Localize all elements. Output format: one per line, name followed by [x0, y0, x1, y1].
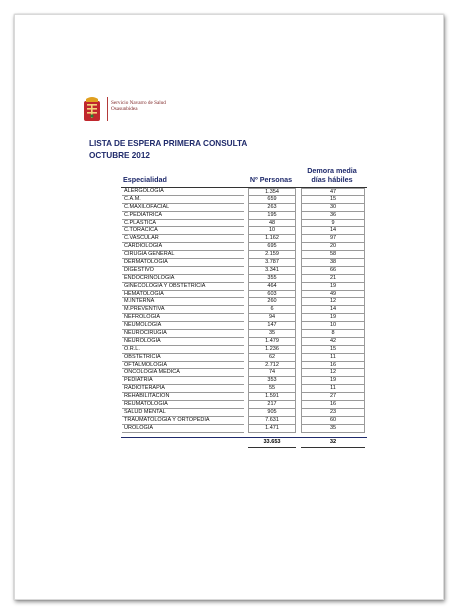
cell-personas: 217	[248, 401, 296, 409]
cell-especialidad: REUMATOLOGIA	[122, 401, 244, 409]
table-row	[121, 291, 367, 299]
cell-demora: 30	[301, 204, 365, 212]
column-header-especialidad: Especialidad	[123, 175, 167, 184]
table-row	[121, 377, 367, 385]
table-row	[121, 212, 367, 220]
navarra-shield-icon	[81, 95, 105, 125]
table-row	[121, 235, 367, 243]
column-header-personas: Nº Personas	[249, 175, 293, 184]
total-row	[121, 438, 367, 447]
cell-personas: 48	[248, 220, 296, 228]
table-row	[121, 393, 367, 401]
table-body	[121, 188, 367, 433]
logo-text	[111, 100, 166, 113]
cell-demora: 19	[301, 377, 365, 385]
document-page	[14, 14, 444, 600]
cell-personas: 1.591	[248, 393, 296, 401]
logo-line-1: Servicio Navarro de Salud	[111, 100, 166, 106]
table-row	[121, 385, 367, 393]
table-row	[121, 346, 367, 354]
cell-especialidad: CARDIOLOGIA	[122, 243, 244, 251]
cell-personas: 74	[248, 369, 296, 377]
cell-demora: 23	[301, 409, 365, 417]
cell-especialidad: OFTALMOLOGIA	[122, 362, 244, 370]
cell-personas: 2.712	[248, 362, 296, 370]
cell-especialidad: O.R.L.	[122, 346, 244, 354]
cell-especialidad: SALUD MENTAL	[122, 409, 244, 417]
cell-demora: 27	[301, 393, 365, 401]
cell-demora: 21	[301, 275, 365, 283]
logo	[81, 95, 181, 125]
cell-especialidad: C.TORACICA	[122, 227, 244, 235]
logo-divider	[107, 97, 108, 121]
cell-personas: 695	[248, 243, 296, 251]
cell-especialidad: C.A.M.	[122, 196, 244, 204]
document-title	[89, 138, 247, 161]
cell-personas: 35	[248, 330, 296, 338]
cell-especialidad: OBSTETRICIA	[122, 354, 244, 362]
cell-personas: 1.479	[248, 338, 296, 346]
cell-demora: 35	[301, 425, 365, 433]
cell-especialidad: M.INTERNA	[122, 298, 244, 306]
cell-especialidad: DERMATOLOGIA	[122, 259, 244, 267]
table-row	[121, 409, 367, 417]
cell-demora: 49	[301, 291, 365, 299]
table-row	[121, 275, 367, 283]
cell-demora: 15	[301, 346, 365, 354]
table-row	[121, 196, 367, 204]
cell-especialidad: C.PLASTICA	[122, 220, 244, 228]
table-row	[121, 306, 367, 314]
total-demora-underline	[301, 447, 365, 448]
cell-personas: 2.159	[248, 251, 296, 259]
cell-personas: 1.162	[248, 235, 296, 243]
cell-especialidad: C.MAXILOFACIAL	[122, 204, 244, 212]
cell-demora: 12	[301, 369, 365, 377]
cell-demora: 14	[301, 227, 365, 235]
cell-personas: 10	[248, 227, 296, 235]
cell-especialidad: C.VASCULAR	[122, 235, 244, 243]
cell-personas: 195	[248, 212, 296, 220]
cell-personas: 353	[248, 377, 296, 385]
cell-demora: 9	[301, 220, 365, 228]
total-personas: 33.653	[263, 439, 281, 446]
table-row	[121, 401, 367, 409]
cell-especialidad: NEUMOLOGIA	[122, 322, 244, 330]
cell-personas: 6	[248, 306, 296, 314]
cell-personas: 464	[248, 283, 296, 291]
table-row	[121, 354, 367, 362]
cell-especialidad: ALERGOLOGIA	[122, 188, 244, 196]
cell-especialidad: M.PREVENTIVA	[122, 306, 244, 314]
cell-demora: 60	[301, 417, 365, 425]
cell-demora: 58	[301, 251, 365, 259]
cell-demora: 47	[301, 188, 365, 196]
cell-especialidad: NEUROLOGIA	[122, 338, 244, 346]
table-row	[121, 298, 367, 306]
cell-personas: 260	[248, 298, 296, 306]
cell-demora: 14	[301, 306, 365, 314]
cell-demora: 8	[301, 330, 365, 338]
table-row	[121, 369, 367, 377]
cell-demora: 42	[301, 338, 365, 346]
table-row	[121, 322, 367, 330]
table-row	[121, 362, 367, 370]
cell-especialidad: CIRUGIA GENERAL	[122, 251, 244, 259]
cell-personas: 62	[248, 354, 296, 362]
cell-especialidad: DIGESTIVO	[122, 267, 244, 275]
cell-demora: 15	[301, 196, 365, 204]
logo-line-2: Osasunbidea	[111, 106, 138, 113]
table-row	[121, 204, 367, 212]
cell-demora: 12	[301, 298, 365, 306]
table-header	[121, 167, 367, 187]
cell-especialidad: TRAUMATOLOGIA Y ORTOPEDIA	[122, 417, 244, 425]
cell-especialidad: ONCOLOGIA MEDICA	[122, 369, 244, 377]
table-row	[121, 267, 367, 275]
column-header-demora-line-2: días hábiles	[311, 174, 353, 184]
cell-personas: 94	[248, 314, 296, 322]
cell-demora: 38	[301, 259, 365, 267]
cell-demora: 36	[301, 212, 365, 220]
cell-personas: 3.787	[248, 259, 296, 267]
table-row	[121, 338, 367, 346]
cell-demora: 97	[301, 235, 365, 243]
cell-personas: 55	[248, 385, 296, 393]
column-header-demora-line-1: Demora media	[307, 166, 357, 175]
table-row	[121, 243, 367, 251]
cell-personas: 1.471	[248, 425, 296, 433]
cell-personas: 603	[248, 291, 296, 299]
cell-especialidad: ENDOCRINOLOGIA	[122, 275, 244, 283]
cell-demora: 20	[301, 243, 365, 251]
table-row	[121, 283, 367, 291]
cell-demora: 66	[301, 267, 365, 275]
cell-demora: 11	[301, 354, 365, 362]
total-demora: 32	[329, 439, 337, 446]
cell-especialidad: NEFROLOGIA	[122, 314, 244, 322]
cell-especialidad: UROLOGIA	[122, 425, 244, 433]
cell-personas: 355	[248, 275, 296, 283]
table-row	[121, 425, 367, 433]
cell-personas: 7.631	[248, 417, 296, 425]
table-row	[121, 314, 367, 322]
cell-demora: 11	[301, 385, 365, 393]
table-row	[121, 188, 367, 196]
table-row	[121, 417, 367, 425]
cell-especialidad: C.PEDIATRICA	[122, 212, 244, 220]
table-row	[121, 227, 367, 235]
cell-demora: 16	[301, 362, 365, 370]
cell-personas: 3.341	[248, 267, 296, 275]
cell-personas: 147	[248, 322, 296, 330]
cell-personas: 905	[248, 409, 296, 417]
cell-personas: 263	[248, 204, 296, 212]
cell-demora: 10	[301, 322, 365, 330]
title-line-2: OCTUBRE 2012	[89, 150, 150, 160]
cell-especialidad: NEUROCIRUGIA	[122, 330, 244, 338]
cell-personas: 1.236	[248, 346, 296, 354]
cell-demora: 19	[301, 314, 365, 322]
cell-especialidad: RADIOTERAPIA	[122, 385, 244, 393]
waitlist-table	[121, 167, 367, 447]
total-personas-underline	[248, 447, 296, 448]
cell-especialidad: PEDIATRIA	[122, 377, 244, 385]
table-row	[121, 330, 367, 338]
table-row	[121, 259, 367, 267]
cell-especialidad: GINECOLOGIA Y OBSTETRICIA	[122, 283, 244, 291]
cell-especialidad: HEMATOLOGIA	[122, 291, 244, 299]
table-row	[121, 220, 367, 228]
table-row	[121, 251, 367, 259]
cell-especialidad: REHABILITACION	[122, 393, 244, 401]
cell-demora: 16	[301, 401, 365, 409]
cell-personas: 1.354	[248, 188, 296, 196]
cell-personas: 659	[248, 196, 296, 204]
column-header-demora	[297, 167, 367, 184]
title-line-1: LISTA DE ESPERA PRIMERA CONSULTA	[89, 139, 248, 148]
cell-demora: 19	[301, 283, 365, 291]
